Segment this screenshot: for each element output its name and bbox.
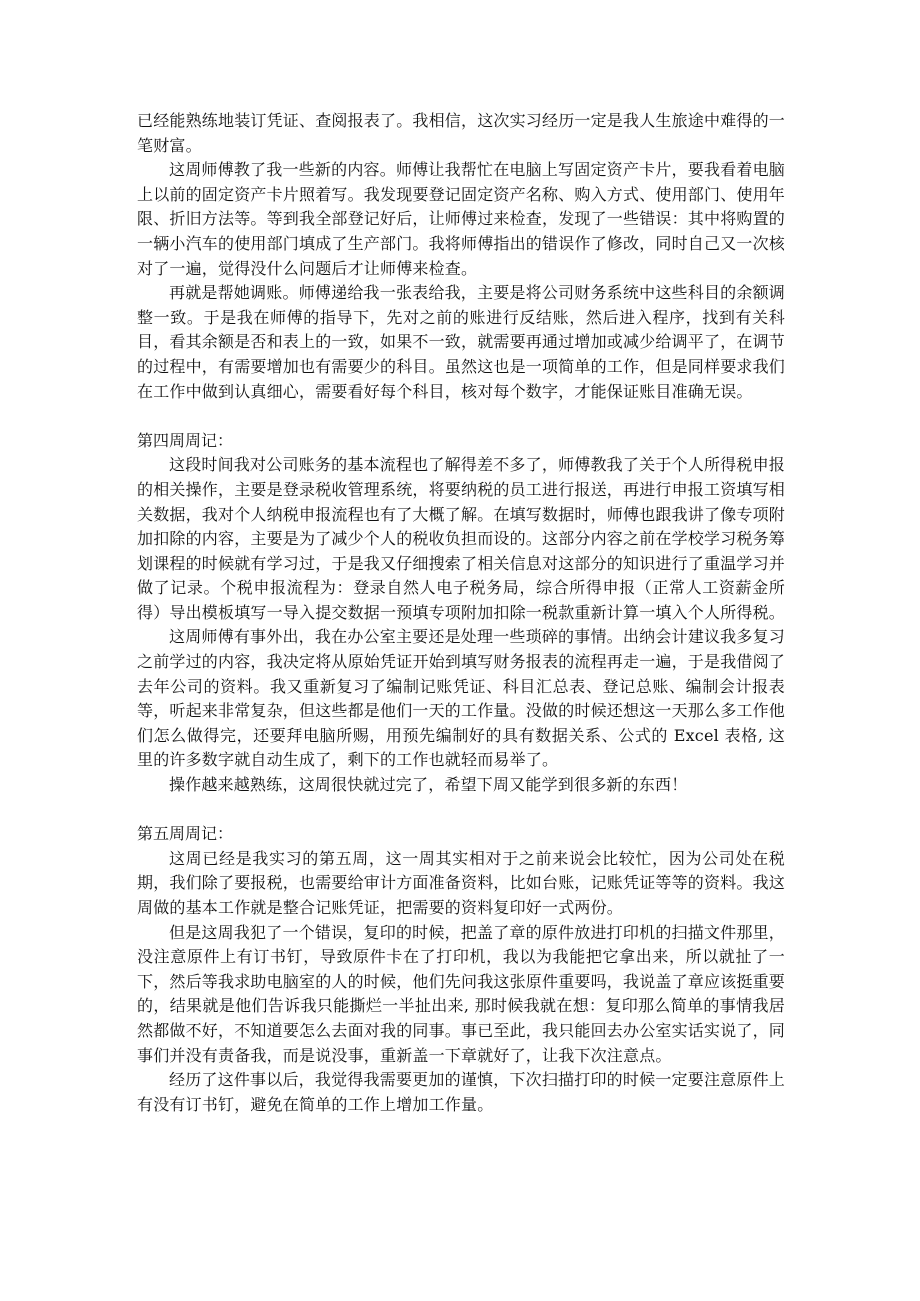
week4-paragraph-2: 这周师傅有事外出，我在办公室主要还是处理一些琐碎的事情。出纳会计建议我多复习之前学过的内容，我决定将从原始凭证开始到填写财务报表的流程再走一遍，于是我借阅了去年公司的资料。我又重新复习了编制记账凭证、科目汇总表、登记总账、编制会计报表等，听起来非常复杂，但这些都是他们一天的工作量。没做的时候还想这一天那么多工作他们怎么做得完，还要拜电脑所赐，用预先编制好的具有数据关系、公式的 Excel 表格, 这里的许多数字就自动生成了，剩下的工作也就轻而易举了。 [137,627,786,770]
section-spacer [137,798,785,823]
section-spacer [137,404,785,429]
intro-paragraph-1: 已经能熟练地装订凭证、查阅报表了。我相信，这次实习经历一定是我人生旅途中难得的一笔财富。 [137,111,786,155]
intro-paragraph-3: 再就是帮她调账。师傅递给我一张表给我，主要是将公司财务系统中这些科目的余额调整一致。于是我在师傅的指导下，先对之前的账进行反结账，然后进入程序，找到有关科目，看其余额是否和表上的一致，如果不一致，就需要再通过增加或减少给调平了，在调节的过程中，有需要增加也有需要少的科目。虽然这也是一项简单的工作，但是同样要求我们在工作中做到认真细心，需要看好每个科目，核对每个数字，才能保证账目准确无误。 [137,283,786,401]
document-page [137,109,785,1117]
week4-heading: 第四周周记： [137,430,234,450]
week5-heading: 第五周周记： [137,824,234,844]
week5-paragraph-3: 经历了这件事以后，我觉得我需要更加的谨慎，下次扫描打印的时候一定要注意原件上有没有订书钉，避免在简单的工作上增加工作量。 [137,1070,785,1114]
week4-paragraph-1: 这段时间我对公司账务的基本流程也了解得差不多了，师傅教我了关于个人所得税申报的相关操作，主要是登录税收管理系统，将要纳税的员工进行报送，再进行申报工资填写相关数据，我对个人纳税申报流程也有了大概了解。在填写数据时，师傅也跟我讲了像专项附加扣除的内容，主要是为了减少个人的税收负担而设的。这部分内容之前在学校学习税务筹划课程的时候就有学习过，于是我又仔细搜索了相关信息对这部分的知识进行了重温学习并做了记录。个税申报流程为：登录自然人电子税务局，综合所得申报（正常人工资薪金所得）导出模板填写一导入提交数据一预填专项附加扣除一税款重新计算一填入个人所得税。 [137,455,786,622]
week4-paragraph-3: 操作越来越熟练，这周很快就过完了，希望下周又能学到很多新的东西！ [169,775,688,795]
intro-paragraph-2: 这周师傅教了我一些新的内容。师傅让我帮忙在电脑上写固定资产卡片，要我看着电脑上以前的固定资产卡片照着写。我发现要登记固定资产名称、购入方式、使用部门、使用年限、折旧方法等。等到我全部登记好后，让师傅过来检查，发现了一些错误：其中将购置的一辆小汽车的使用部门填成了生产部门。我将师傅指出的错误作了修改，同时自己又一次核对了一遍，觉得没什么问题后才让师傅来检查。 [137,160,786,278]
week5-paragraph-2: 但是这周我犯了一个错误，复印的时候，把盖了章的原件放进打印机的扫描文件那里，没注意原件上有订书钉，导致原件卡在了打印机，我以为我能把它拿出来，所以就扯了一下，然后等我求助电脑室的人的时候，他们先问我这张原件重要吗，我说盖了章应该挺重要的，结果就是他们告诉我只能撕烂一半扯出来, 那时候我就在想：复印那么简单的事情我居然都做不好，不知道要怎么去面对我的同事。事已至此，我只能回去办公室实话实说了，同事们并没有责备我，而是说没事，重新盖一下章就好了，让我下次注意点。 [137,922,786,1065]
week5-paragraph-1: 这周已经是我实习的第五周，这一周其实相对于之前来说会比较忙，因为公司处在税期，我们除了要报税，也需要给审计方面准备资料，比如台账，记账凭证等等的资料。我这周做的基本工作就是整合记账凭证，把需要的资料复印好一式两份。 [137,848,786,917]
